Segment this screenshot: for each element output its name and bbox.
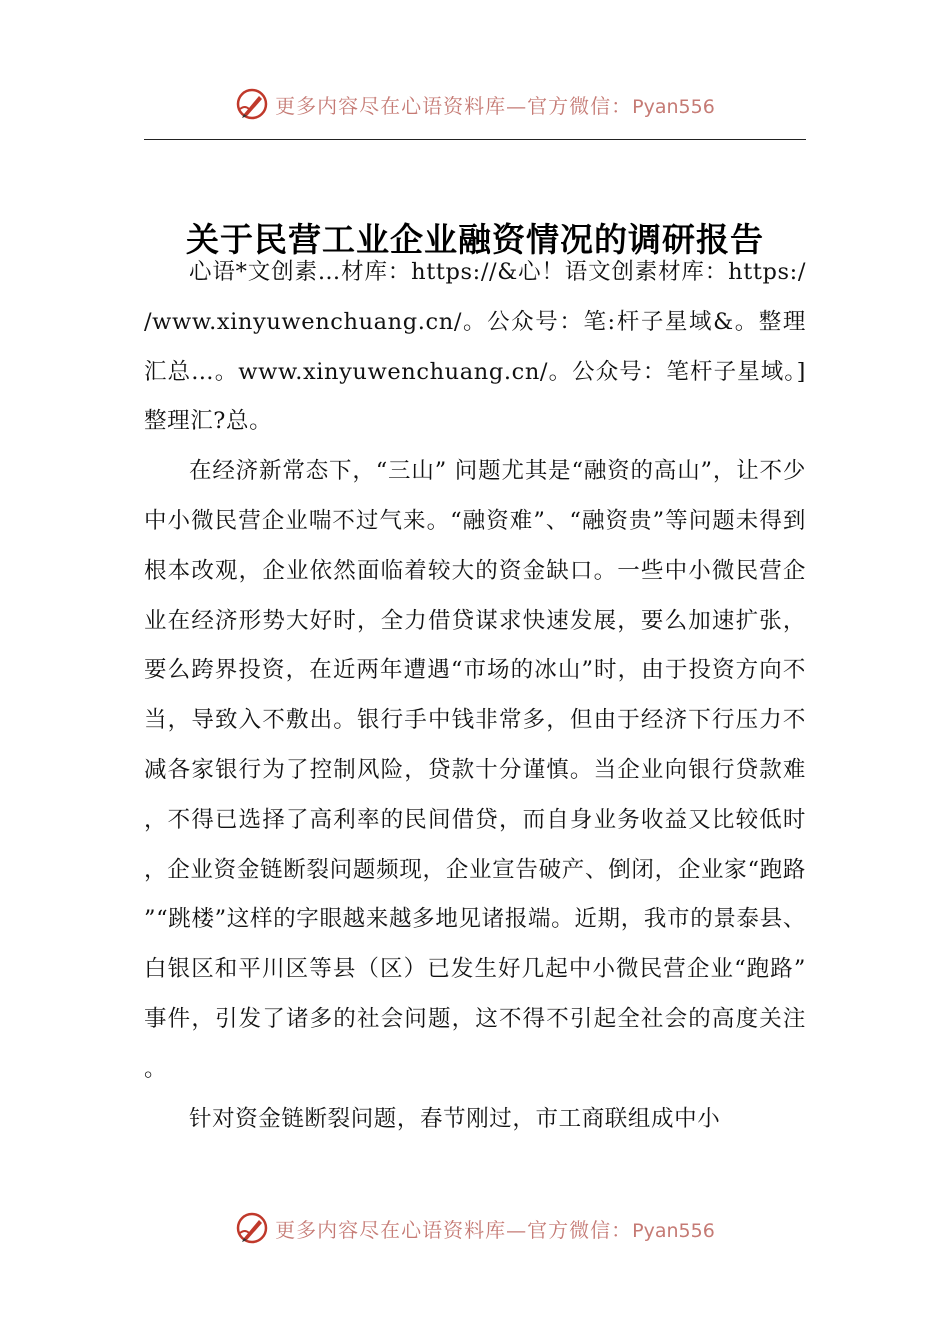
footer-banner <box>0 1208 950 1248</box>
header-divider <box>144 139 806 140</box>
footer-wechat-id: Pyan556 <box>632 1219 715 1242</box>
footer-banner-text: 更多内容尽在心语资料库—官方微信：Pyan556 <box>275 1217 715 1242</box>
document-body <box>144 248 806 1144</box>
header-banner-text: 更多内容尽在心语资料库—官方微信：Pyan556 <box>275 93 715 118</box>
header-banner <box>0 84 950 124</box>
header-wechat-id: Pyan556 <box>632 95 715 118</box>
document-title: 关于民营工业企业融资情况的调研报告 <box>186 220 764 260</box>
paragraph-background: 在经济新常态下，“三山” 问题尤其是“融资的高山”，让不少中小微民营企业喘不过气来。“融资难”、“融资贵”等问题未得到根本改观，企业依然面临着较大的资金缺口。一些中小微民营企业在经济形势大好时，全力借贷谋求快速发展，要么加速扩张，要么跨界投资，在近两年遭遇“市场的冰山”时，由于投资方向不当，导致入不敷出。银行手中钱非常多，但由于经济下行压力不减各家银行为了控制风险，贷款十分谨慎。当企业向银行贷款难，不得已选择了高利率的民间借贷，而自身业务收益又比较低时，企业资金链断裂问题频现，企业宣告破产、倒闭，企业家“跑路”“跳楼”这样的字眼越来越多地见诸报端。近期，我市的景泰县、白银区和平川区等县（区）已发生好几起中小微民营企业“跑路”事件，引发了诸多的社会问题，这不得不引起全社会的高度关注。 <box>144 458 806 1082</box>
paragraph-survey-intro: 针对资金链断裂问题，春节刚过，市工商联组成中小 <box>189 1105 721 1132</box>
paragraph-source-note: 心语*文创素…材库：https://&心！语文创素材库：https://www.xinyuwenchuang.cn/。公众号：笔:杆子星域&。整理汇总…。www.xinyuwenchuang.cn/。公众号：笔杆子星域。]整理汇?总。 <box>144 259 806 435</box>
pen-logo-icon <box>235 1211 269 1245</box>
pen-logo-icon <box>235 87 269 121</box>
